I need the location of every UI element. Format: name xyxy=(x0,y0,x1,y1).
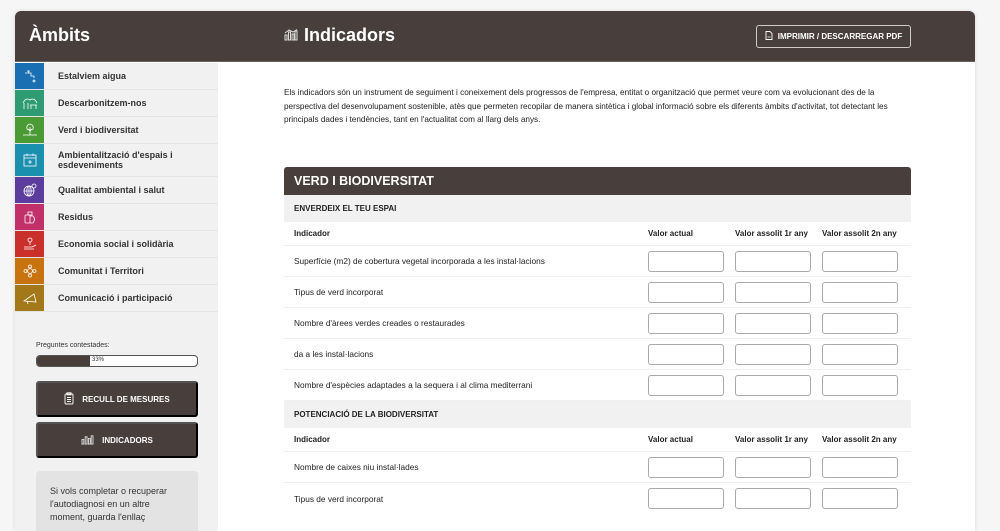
col-year2: Valor assolit 2n any xyxy=(822,229,897,238)
sidebar-item-economia-social[interactable] xyxy=(15,231,218,258)
ambits-title: Àmbits xyxy=(29,25,91,45)
sidebar-item-residus[interactable] xyxy=(15,204,218,231)
indicadors-button[interactable] xyxy=(36,422,198,458)
year1-value-input[interactable] xyxy=(735,457,811,478)
sidebar-item-label: Qualitat ambiental i salut xyxy=(58,185,165,195)
table-row xyxy=(284,483,911,514)
sidebar-item-descarbonitzem-nos[interactable] xyxy=(15,90,218,117)
page-title xyxy=(284,25,395,46)
col-year1: Valor assolit 1r any xyxy=(735,435,808,444)
page-title-text: Indicadors xyxy=(304,25,396,45)
current-value-input[interactable] xyxy=(648,344,724,365)
table-row xyxy=(284,308,911,339)
indicator-label: Nombre d'àrees verdes creades o restaurades xyxy=(294,318,465,328)
table-row xyxy=(284,246,911,277)
sidebar-item-label: Ambientalització d'espais i esdeveniments xyxy=(58,150,173,170)
year2-value-input[interactable] xyxy=(822,313,898,334)
sidebar-item-estalviem-aigua[interactable] xyxy=(15,63,218,90)
year1-value-input[interactable] xyxy=(735,313,811,334)
info-box: Si vols completar o recuperar l'autodiagnosi en un altre moment, guarda l'enllaç xyxy=(36,471,198,531)
sidebar xyxy=(15,63,218,531)
year1-value-input[interactable] xyxy=(735,282,811,303)
current-value-input[interactable] xyxy=(648,251,724,272)
app-window xyxy=(15,11,975,531)
houses-icon xyxy=(15,90,44,116)
hand-coin-icon xyxy=(15,231,44,257)
indicator-label: Nombre de caixes niu instal·lades xyxy=(294,462,419,472)
year2-value-input[interactable] xyxy=(822,488,898,509)
year2-value-input[interactable] xyxy=(822,344,898,365)
table-row xyxy=(284,452,911,483)
indicator-label: da a les instal·lacions xyxy=(294,349,374,359)
globe-icon xyxy=(15,177,44,203)
col-current: Valor actual xyxy=(648,435,693,444)
indicator-label: Tipus de verd incorporat xyxy=(294,493,384,504)
recull-button-label: RECULL DE MESURES xyxy=(82,394,170,404)
megaphone-icon xyxy=(15,285,44,311)
section-title: VERD I BIODIVERSITAT xyxy=(284,167,911,195)
sidebar-item-comunitat-territori[interactable] xyxy=(15,258,218,285)
year1-value-input[interactable] xyxy=(735,251,811,272)
chart-bars-icon xyxy=(81,434,94,447)
col-current: Valor actual xyxy=(648,229,693,238)
sidebar-item-label: Comunitat i Territori xyxy=(58,266,144,276)
year2-value-input[interactable] xyxy=(822,282,898,303)
progress-fill xyxy=(37,356,90,366)
group-title: ENVERDEIX EL TEU ESPAI xyxy=(284,195,911,222)
community-icon xyxy=(15,258,44,284)
year2-value-input[interactable] xyxy=(822,457,898,478)
pdf-button-label: IMPRIMIR / DESCARREGAR PDF xyxy=(777,32,903,41)
chart-bars-icon xyxy=(284,25,298,46)
table-header xyxy=(284,428,911,452)
faucet-icon xyxy=(15,63,44,89)
indicadors-button-label: INDICADORS xyxy=(102,435,153,445)
intro-text: Els indicadors són un instrument de seguiment i coneixement dels progressos de l'empresa, entitat o organització que permet veure com va evolucionant des de la perspectiva del desenvolupament sostenible, atès que permeten recopilar de manera sintètica i global informació sobre els diferents àmbits d'activitat, tot detectant les principals dades i tendències, tant en l'actualitat com al llarg dels anys. xyxy=(284,88,888,124)
sidebar-item-label: Residus xyxy=(58,212,94,222)
sidebar-item-label: Estalviem aigua xyxy=(58,71,127,81)
col-year2: Valor assolit 2n any xyxy=(822,435,897,444)
waste-icon xyxy=(15,204,44,230)
pdf-file-icon xyxy=(765,31,773,42)
top-bar xyxy=(15,11,975,62)
sidebar-item-qualitat-ambiental[interactable] xyxy=(15,177,218,204)
year2-value-input[interactable] xyxy=(822,251,898,272)
print-download-pdf-button[interactable] xyxy=(756,25,911,48)
col-indicator: Indicador xyxy=(294,435,331,444)
current-value-input[interactable] xyxy=(648,313,724,334)
current-value-input[interactable] xyxy=(648,488,724,509)
sidebar-item-ambientalitzacio[interactable] xyxy=(15,144,218,177)
table-row xyxy=(284,339,911,370)
sidebar-item-label: Descarbonitzem-nos xyxy=(58,98,147,108)
year2-value-input[interactable] xyxy=(822,375,898,396)
progress-label: Preguntes contestades: xyxy=(36,342,110,349)
indicator-label: Nombre d'espècies adaptades a la sequera i al clima mediterrani xyxy=(294,380,533,390)
col-indicator: Indicador xyxy=(294,229,331,238)
sidebar-item-verd-i-biodiversitat[interactable] xyxy=(15,117,218,144)
year1-value-input[interactable] xyxy=(735,488,811,509)
col-year1: Valor assolit 1r any xyxy=(735,229,808,238)
sidebar-item-label: Economia social i solidària xyxy=(58,239,174,249)
indicator-label: Superfície (m2) de cobertura vegetal incorporada a les instal·lacions xyxy=(294,256,545,266)
table-row xyxy=(284,370,911,401)
calendar-icon xyxy=(15,144,44,176)
table-row xyxy=(284,277,911,308)
indicators-section xyxy=(284,167,911,514)
year1-value-input[interactable] xyxy=(735,375,811,396)
year1-value-input[interactable] xyxy=(735,344,811,365)
clipboard-icon xyxy=(64,392,74,407)
current-value-input[interactable] xyxy=(648,282,724,303)
indicator-label: Tipus de verd incorporat xyxy=(294,287,384,297)
sidebar-item-comunicacio-participacio[interactable] xyxy=(15,285,218,312)
current-value-input[interactable] xyxy=(648,375,724,396)
current-value-input[interactable] xyxy=(648,457,724,478)
table-header xyxy=(284,222,911,246)
progress-value: 33% xyxy=(92,357,105,363)
progress-bar xyxy=(36,355,198,367)
sidebar-item-label: Comunicació i participació xyxy=(58,293,173,303)
sidebar-item-label: Verd i biodiversitat xyxy=(58,125,139,135)
tree-icon xyxy=(15,117,44,143)
recull-de-mesures-button[interactable] xyxy=(36,381,198,417)
group-title: POTENCIACIÓ DE LA BIODIVERSITAT xyxy=(284,401,911,428)
